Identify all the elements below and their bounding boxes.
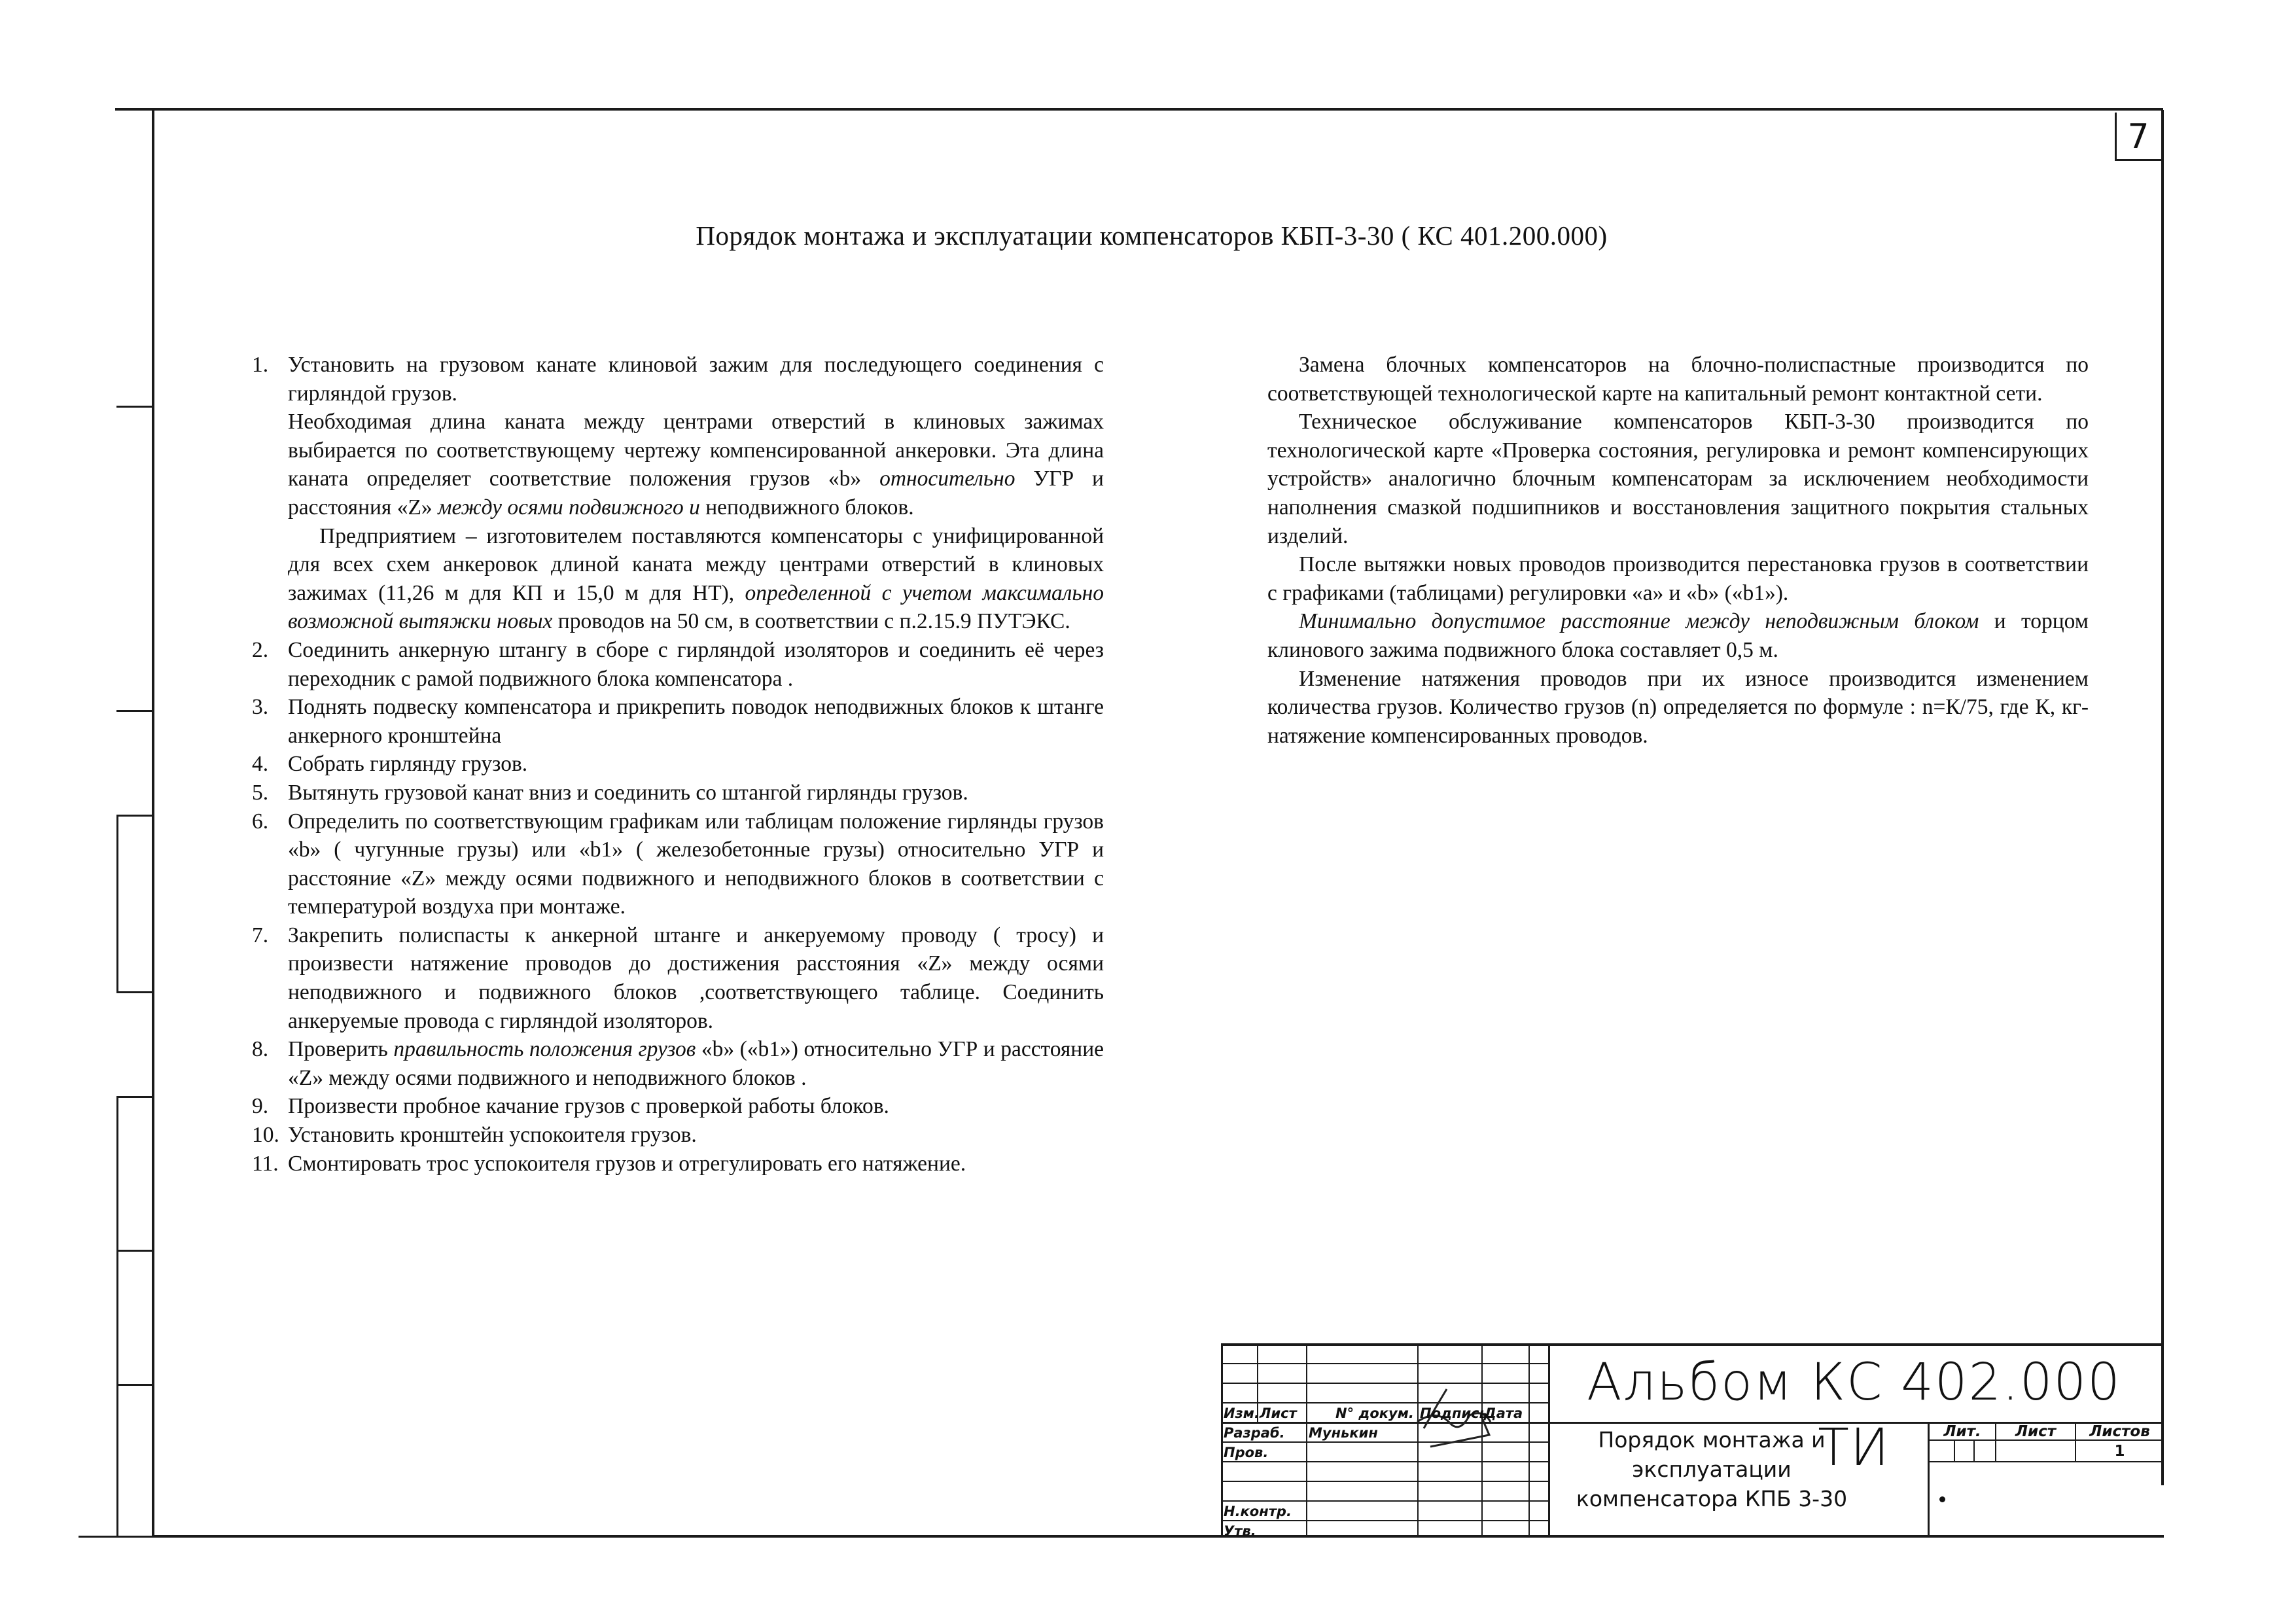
list-item (252, 750, 1104, 779)
sheet-frame-right (2161, 110, 2164, 1485)
paragraph: Собрать гирлянду грузов. (288, 752, 528, 777)
list-item-number: 11. (252, 1151, 279, 1176)
row-prov: Пров. (1224, 1445, 1269, 1460)
row-utv: Утв. (1224, 1523, 1256, 1539)
paragraph: Поднять подвеску компенсатора и прикрепить поводок неподвижных блоков к штанге анкерного кронштейна (288, 695, 1104, 748)
list-item (252, 1035, 1104, 1092)
list-item-number: 6. (252, 809, 269, 834)
list-item (252, 693, 1104, 750)
list-item-text (288, 807, 1104, 921)
margin-tick (116, 815, 153, 817)
list-item-text (288, 750, 1104, 779)
list-item (252, 921, 1104, 1035)
paragraph: Определить по соответствующим графикам или таблицам положение гирлянды грузов «b» ( чугунные грузы) или «b1» ( железобетонные грузы) относительно УГР и расстояние «Z» между осями подвижного и неподвижного блоков в соответствии с температурой воздуха при монтаже. (288, 809, 1104, 919)
list-item-text (288, 1092, 1104, 1121)
paragraph: Установить кронштейн успокоителя грузов. (288, 1123, 697, 1148)
razrab-name: Мунькин (1309, 1425, 1378, 1441)
col-izm: Изм. (1224, 1405, 1260, 1421)
paragraph: Установить на грузовом канате клиновой зажим для последующего соединения с гирляндой грузов. (288, 353, 1104, 406)
list-item (252, 351, 1104, 636)
margin-tick (116, 1384, 153, 1386)
list-item-number: 4. (252, 752, 269, 777)
album-code: Альбом КС 402.000 ТИ (1587, 1353, 2121, 1477)
col-ndoc: N° докум. (1335, 1405, 1414, 1421)
listov-value: 1 (2114, 1443, 2125, 1460)
list-item-text (288, 1035, 1104, 1092)
paragraph: Смонтировать трос успокоителя грузов и отрегулировать его натяжение. (288, 1151, 966, 1176)
paragraph: Проверить правильность положения грузов «b» («b1») относительно УГР и расстояние «Z» между осями подвижного и неподвижного блоков . (288, 1037, 1104, 1090)
list-item-number: 10. (252, 1123, 279, 1148)
paragraph: Замена блочных компенсаторов на блочно-полиспастные производится по соответствующей технологической карте на капитальный ремонт контактной сети. (1267, 353, 2089, 406)
document-name: Порядок монтажа и эксплуатации компенсатора КПБ 3-30 (1576, 1427, 1848, 1511)
col-podp: Подпись (1420, 1405, 1488, 1421)
list-item-text (288, 921, 1104, 1035)
paragraph: Минимально допустимое расстояние между неподвижным блоком и торцом клинового зажима подвижного блока составляет 0,5 м. (1267, 609, 2089, 662)
paragraph: Необходимая длина каната между центрами отверстий в клиновых зажимах выбирается по соответствующему чертежу компенсированной анкеровки. Эта длина каната определяет соответствие положения грузов «b» относительно УГР и расстояния «Z» между осями подвижного и неподвижного блоков. (288, 410, 1104, 520)
sheet-frame-left (152, 110, 154, 1536)
page-number: 7 (2127, 117, 2149, 156)
list-item-number: 3. (252, 695, 269, 720)
paragraph: Техническое обслуживание компенсаторов КБП-3-30 производится по технологической карте «Проверка состояния, регулировка и ремонт компенсирующих устройств» аналогично блочным компенсаторам за исключением необходимости наполнения смазкой подшипников и восстановления защитного покрытия стальных изделий. (1267, 410, 2089, 548)
list-item-number: 1. (252, 353, 269, 377)
instruction-list (252, 351, 1104, 1178)
row-nkontr: Н.контр. (1224, 1504, 1292, 1519)
list-item-number: 5. (252, 780, 269, 805)
list-item-text (288, 1121, 1104, 1150)
paragraph: После вытяжки новых проводов производится перестановка грузов в соответствии с графиками (таблицами) регулировки «а» и «b» («b1»). (1267, 552, 2089, 605)
list-item (252, 807, 1104, 921)
list-item (252, 636, 1104, 693)
list-item-text (288, 693, 1104, 750)
list-item (252, 1150, 1104, 1178)
list-item-number: 8. (252, 1037, 269, 1062)
list-item-text (288, 779, 1104, 807)
listov-label: Листов (2089, 1423, 2150, 1440)
paragraph: Вытянуть грузовой канат вниз и соединить со штангой гирлянды грузов. (288, 780, 968, 805)
list-item (252, 1092, 1104, 1121)
list-item-text (288, 1150, 1104, 1178)
margin-tick (116, 406, 153, 408)
sheet-frame-lead (79, 1536, 152, 1538)
lit-label: Лит. (1943, 1423, 1981, 1440)
margin-strip (116, 1096, 118, 1536)
paragraph: Предприятием – изготовителем поставляются компенсаторы с унифицированной для всех схем анкеровок длиной каната между центрами отверстий в клиновых зажимах (11,26 м для КП и 15,0 м для НТ), определенной с учетом максимально возможной вытяжки новых проводов на 50 см, в соответствии с п.2.15.9 ПУТЭКС. (288, 523, 1104, 634)
margin-tick (116, 991, 153, 993)
list-label: Лист (2015, 1423, 2057, 1440)
paragraph: Произвести пробное качание грузов с проверкой работы блоков. (288, 1094, 889, 1119)
mark-dot (1939, 1496, 1945, 1502)
col-data: Дата (1484, 1405, 1523, 1421)
row-razrab: Разраб. (1224, 1425, 1285, 1441)
paragraph: Соединить анкерную штангу в сборе с гирляндой изоляторов и соединить её через переходник с рамой подвижного блока компенсатора . (288, 637, 1104, 691)
document-title: Порядок монтажа и эксплуатации компенсаторов КБП-3-30 ( КС 401.200.000) (696, 221, 1608, 251)
list-item-number: 9. (252, 1094, 269, 1119)
sheet-frame-top (115, 108, 2163, 111)
paragraph: Закрепить полиспасты к анкерной штанге и анкеруемому проводу ( тросу) и произвести натяжение проводов до достижения расстояния «Z» между осями неподвижного и подвижного блоков ,соответствующего таблице. Соединить анкеруемые провода с гирляндой изоляторов. (288, 923, 1104, 1033)
notes-column (1267, 351, 2089, 750)
list-item (252, 1121, 1104, 1150)
list-item (252, 779, 1104, 807)
margin-tick (116, 1096, 153, 1098)
title-block (1221, 1343, 2163, 1539)
paragraph: Изменение натяжения проводов при их износе производится изменением количества грузов. Количество грузов (n) определяется по формуле : n=К/75, где К, кг-натяжение компенсированных проводов. (1267, 666, 2089, 748)
margin-tick (116, 710, 153, 712)
col-list: Лист (1260, 1405, 1297, 1421)
list-item-number: 2. (252, 637, 269, 662)
list-item-text (288, 636, 1104, 693)
list-item-number: 7. (252, 923, 269, 947)
margin-strip (116, 815, 118, 991)
margin-tick (116, 1250, 153, 1252)
list-item-text (288, 351, 1104, 636)
